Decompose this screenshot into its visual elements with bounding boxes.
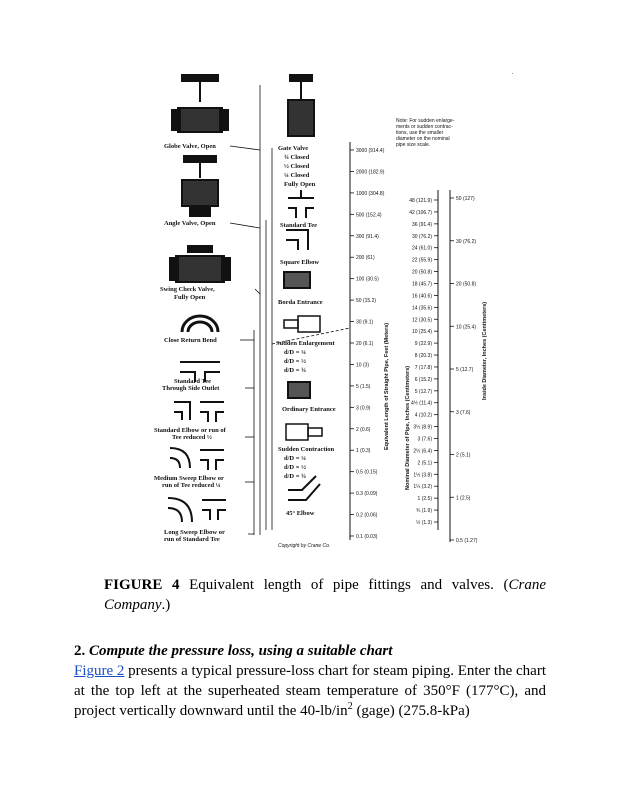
borda-entrance-icon <box>284 272 310 288</box>
angle-valve-icon <box>182 156 218 216</box>
label-globe-valve: Globe Valve, Open <box>164 143 216 150</box>
tick-label: 7 (17.8) <box>414 364 432 371</box>
copyright: Copyright by Crane Co. <box>278 543 331 549</box>
label-angle-valve: Angle Valve, Open <box>164 220 216 227</box>
tick-label: ¾ (1.9) <box>416 508 432 515</box>
tick-label: 200 (61) <box>356 255 375 262</box>
tick-label: 0.5 (1.27) <box>456 538 478 544</box>
label-standard-tee: Standard Tee <box>280 222 318 229</box>
nominal-scale-ticks <box>409 198 438 526</box>
label-enlargement: Sudden Enlargement <box>276 340 335 347</box>
tick-label: 5 (1.5) <box>356 383 371 390</box>
tick-label: 50 (15.2) <box>356 298 377 305</box>
tick-label: 42 (106.7) <box>409 209 432 216</box>
caption-label: FIGURE 4 <box>104 577 180 593</box>
tick-label: 3 (0.9) <box>356 405 371 412</box>
label-con-12: d/D = ½ <box>284 464 306 471</box>
label-enl-12: d/D = ½ <box>284 358 306 365</box>
tick-label: 300 (91.4) <box>356 233 379 240</box>
tick-label: 14 (35.6) <box>411 305 432 312</box>
label-long-sweep: Long Sweep Elbow or <box>164 529 225 536</box>
note-line-5: pipe size scale. <box>396 142 431 148</box>
globe-valve-icon <box>172 75 228 132</box>
label-long-sweep-2: run of Standard Tee <box>164 536 220 543</box>
standard-tee-mid-icon <box>288 190 314 218</box>
label-con-14: d/D = ¼ <box>284 455 306 462</box>
tick-label: 1¼ (3.2) <box>413 484 432 491</box>
square-elbow-icon <box>286 230 308 250</box>
para-text-1: presents a typical pressure-loss chart for steam piping. Enter the chart at the top left at the superheated steam temperature of 350°F (177°C), and project vertically downward until the 40-lb/in <box>74 663 546 719</box>
label-std-elbow-2: Tee reduced ½ <box>172 434 212 441</box>
label-contraction: Sudden Contraction <box>278 446 335 453</box>
label-std-tee-2: Through Side Outlet <box>162 385 220 392</box>
label-gate-12: ½ Closed <box>284 163 310 170</box>
label-med-sweep-2: run of Tee reduced ¼ <box>162 482 221 489</box>
label-con-34: d/D = ¾ <box>284 473 306 480</box>
label-swing-check: Swing Check Valve, <box>160 286 215 293</box>
note-line-3: tions, use the smaller <box>396 130 444 136</box>
tick-label: 30 (9.1) <box>356 319 374 326</box>
tick-label: 24 (61.0) <box>411 245 432 252</box>
note-line-4: diameter on the nominal <box>396 136 450 142</box>
note-line-1: Note: For sudden enlarge- <box>396 118 455 124</box>
tick-label: 18 (45.7) <box>411 281 432 288</box>
pipe-fittings-nomograph <box>150 70 530 555</box>
tick-label: 5 (12.7) <box>456 367 474 373</box>
tick-label: 2 (0.6) <box>356 426 371 433</box>
tick-label: 30 (76.2) <box>411 233 432 240</box>
tick-label: 100 (30.5) <box>356 276 379 283</box>
mid-labels <box>276 145 336 517</box>
step-title: Compute the pressure loss, using a suitable chart <box>89 643 393 659</box>
tick-label: 4½ (11.4) <box>410 400 432 407</box>
label-enl-34: d/D = ¾ <box>284 367 306 374</box>
tick-label: 0.5 (0.15) <box>356 469 378 476</box>
tick-label: 3000 (914.4) <box>356 148 385 154</box>
tick-label: 1 (2.5) <box>456 495 471 502</box>
inside-scale-ticks <box>450 196 478 544</box>
ordinary-entrance-icon <box>288 382 310 398</box>
body-paragraph <box>74 661 546 721</box>
label-gate-open: Fully Open <box>284 181 316 188</box>
caption-close: .) <box>161 597 171 613</box>
label-borda: Borda Entrance <box>278 299 323 306</box>
tick-label: 2 (5.1) <box>417 460 432 467</box>
leader-lines <box>230 85 260 535</box>
tick-label: 20 (6.1) <box>356 341 374 347</box>
tick-label: 48 (121.9) <box>409 198 432 204</box>
nominal-scale-title: Nominal Diameter of Pipe, Inches (Centimeters) <box>405 365 411 490</box>
step-number: 2. <box>74 643 86 659</box>
tick-label: 50 (127) <box>456 196 475 202</box>
inside-scale-title: Inside Diameter, Inches (Centimeters) <box>482 301 488 400</box>
tick-label: 10 (3) <box>356 362 370 369</box>
tick-label: 16 (40.6) <box>411 293 432 300</box>
swing-check-valve-icon <box>170 246 230 282</box>
tick-label: 30 (76.2) <box>456 238 477 245</box>
tick-label: 0.3 (0.09) <box>356 491 378 498</box>
gate-valve-icon <box>288 75 314 136</box>
label-swing-check-2: Fully Open <box>174 294 206 301</box>
tick-label: 2000 (182.9) <box>356 169 385 176</box>
tick-label: 10 (25.4) <box>411 329 432 336</box>
tick-label: 22 (55.9) <box>411 257 432 264</box>
tick-label: 1 (0.3) <box>356 448 371 455</box>
label-std-elbow: Standard Elbow or run of <box>154 427 226 434</box>
figure-caption <box>104 575 546 615</box>
standard-elbow-icon <box>174 402 224 422</box>
caption-source: Crane Company <box>104 577 546 613</box>
tick-label: 1½ (3.8) <box>413 472 432 479</box>
medium-sweep-elbow-icon <box>170 448 224 470</box>
long-sweep-elbow-icon <box>168 498 226 522</box>
label-med-sweep: Medium Sweep Elbow or <box>154 475 224 482</box>
tick-label: 1 (2.5) <box>417 496 432 503</box>
caption-text: Equivalent length of pipe fittings and valves. ( <box>189 577 509 593</box>
tick-label: 1000 (304.8) <box>356 190 385 197</box>
tick-label: 0.1 (0.03) <box>356 534 378 540</box>
tick-label: 4 (10.2) <box>414 412 432 419</box>
figure-2-link[interactable]: Figure 2 <box>74 663 125 679</box>
mid-bracket-lines <box>266 148 350 530</box>
tick-label: 5 (12.7) <box>414 388 432 395</box>
tick-label: 6 (15.2) <box>414 376 432 383</box>
length-scale-title: Equivalent Length of Straight Pipe, Feet (Meters) <box>384 322 390 450</box>
tick-label: 36 (91.4) <box>411 221 432 228</box>
tick-label: 2 (5.1) <box>456 452 471 459</box>
tick-label: 3 (7.6) <box>417 436 432 443</box>
label-gate-valve: Gate Valve <box>278 145 309 152</box>
tick-label: 20 (50.8) <box>456 281 477 288</box>
label-ordinary: Ordinary Entrance <box>282 406 336 413</box>
tick-label: 12 (30.5) <box>411 317 432 324</box>
tick-label: 10 (25.4) <box>456 324 477 331</box>
tick-label: 9 (22.9) <box>414 341 432 348</box>
return-bend-icon <box>182 316 218 332</box>
para-text-2: (gage) (275.8-kPa) <box>352 703 470 719</box>
tick-label: 8 (20.3) <box>414 353 432 360</box>
label-enl-14: d/D = ¼ <box>284 349 306 356</box>
tick-label: 3 (7.6) <box>456 409 471 416</box>
enlargement-icon <box>284 316 320 332</box>
label-return-bend: Close Return Bend <box>164 337 217 344</box>
label-std-tee: Standard Tee <box>174 378 212 385</box>
note-block <box>396 118 455 148</box>
tick-label: 3½ (8.9) <box>413 424 432 431</box>
label-gate-14: ¼ Closed <box>284 172 310 179</box>
length-scale-ticks <box>350 148 385 540</box>
tick-label: 500 (152.4) <box>356 212 382 219</box>
note-line-2: ments or sudden contrac- <box>396 124 453 130</box>
para-sup: 2 <box>347 701 353 712</box>
step-heading <box>74 643 392 660</box>
tick-label: 0.2 (0.06) <box>356 512 378 519</box>
label-elbow-45: 45° Elbow <box>286 510 315 517</box>
contraction-icon <box>286 424 322 440</box>
tick-label: ½ (1.3) <box>416 520 432 526</box>
label-square-elbow: Square Elbow <box>280 259 320 266</box>
label-gate-34: ¾ Closed <box>284 154 310 161</box>
tick-label: 2½ (6.4) <box>413 448 432 455</box>
tick-label: 20 (50.8) <box>411 269 432 276</box>
